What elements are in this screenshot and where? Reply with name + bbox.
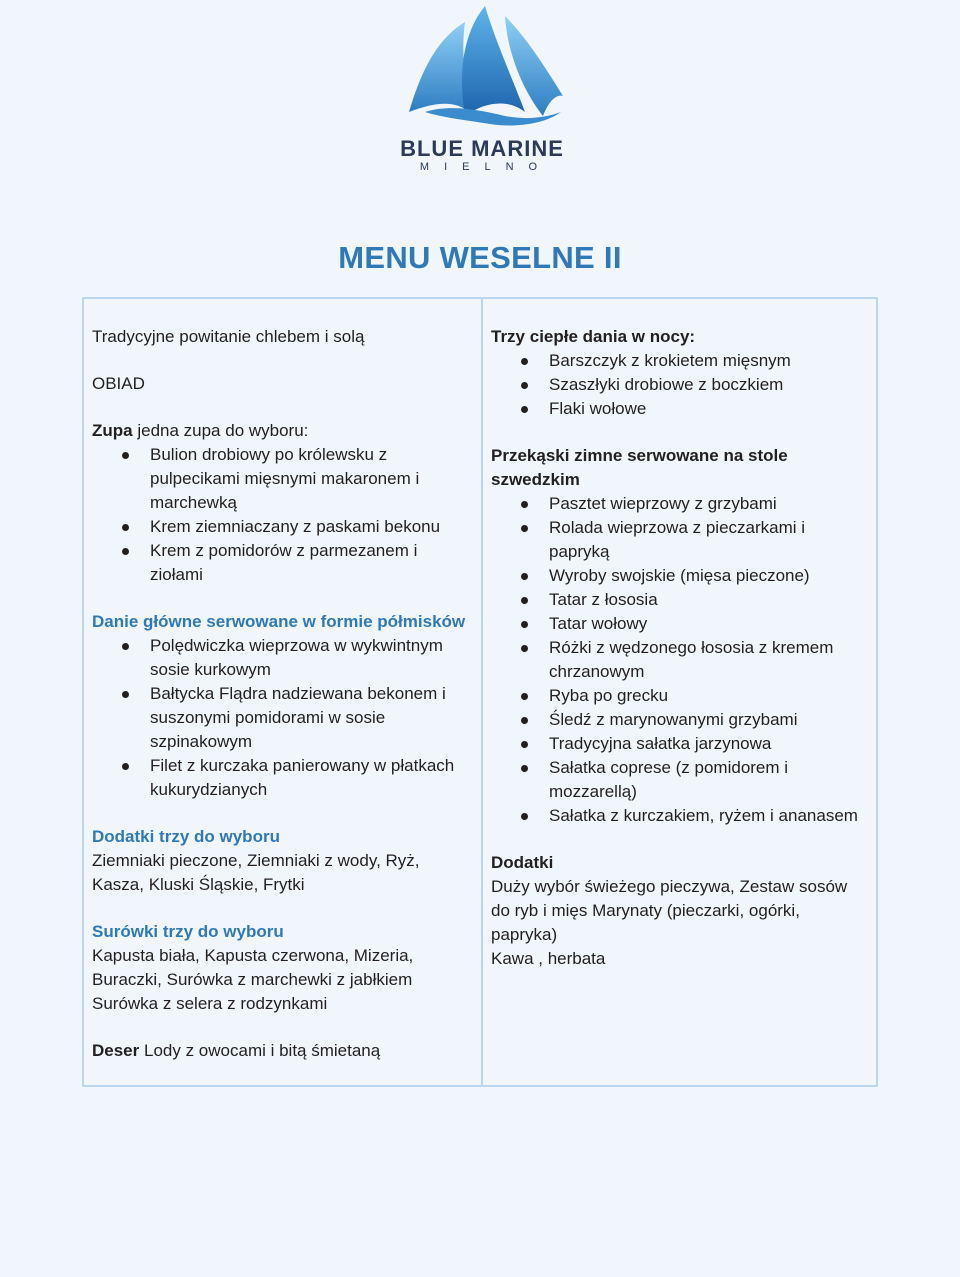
sides-section (92, 825, 473, 897)
extras-line: Duży wybór świeżego pieczywa, Zestaw sosów do ryb i mięs Marynaty (pieczarki, ogórki, papryka) (491, 877, 848, 944)
list-item: Pasztet wieprzowy z grzybami (491, 492, 868, 516)
salads-line: Buraczki, Surówka z marchewki z jabłkiem (92, 970, 413, 989)
list-item: Śledź z marynowanymi grzybami (491, 708, 868, 732)
menu-column-left (84, 299, 483, 1085)
sides-line: Kasza, Kluski Śląskie, Frytki (92, 875, 305, 894)
brand-location: MIELNO (419, 161, 553, 173)
list-item: Sałatka coprese (z pomidorem i mozzarellą) (491, 756, 868, 804)
salads-line: Kapusta biała, Kapusta czerwona, Mizeria, (92, 946, 414, 965)
list-item: Rolada wieprzowa z pieczarkami i papryką (491, 516, 868, 564)
extras-heading: Dodatki (491, 853, 554, 872)
list-item: Polędwiczka wieprzowa w wykwintnym sosie kurkowym (92, 634, 473, 682)
cold-starters-heading: Przekąski zimne serwowane na stole szwedzkim (491, 446, 788, 489)
sides-heading: Dodatki trzy do wyboru (92, 827, 280, 846)
salads-section (92, 920, 473, 1016)
cold-starters-section (491, 444, 868, 828)
list-item: Różki z wędzonego łososia z kremem chrzanowym (491, 636, 868, 684)
dessert-label: Deser (92, 1041, 140, 1060)
list-item: Flaki wołowe (491, 397, 868, 421)
dessert-text: Lody z owocami i bitą śmietaną (139, 1041, 381, 1060)
list-item: Krem ziemniaczany z paskami bekonu (92, 515, 473, 539)
list-item: Tatar wołowy (491, 612, 868, 636)
list-item: Ryba po grecku (491, 684, 868, 708)
page-title: MENU WESELNE II (338, 240, 622, 275)
main-course-section (92, 610, 473, 802)
salads-line: Surówka z selera z rodzynkami (92, 994, 328, 1013)
menu-table (82, 297, 878, 1087)
welcome-line: Tradycyjne powitanie chlebem i solą (92, 327, 365, 346)
soup-heading (92, 419, 473, 443)
menu-column-right (483, 299, 876, 1085)
cold-starters-list (491, 492, 868, 828)
list-item: Wyroby swojskie (mięsa pieczone) (491, 564, 868, 588)
main-course-heading: Danie główne serwowane w formie półmisków (92, 612, 466, 631)
soup-section (92, 419, 473, 587)
list-item: Barszczyk z krokietem mięsnym (491, 349, 868, 373)
soup-list (92, 443, 473, 587)
sides-line: Ziemniaki pieczone, Ziemniaki z wody, Ryż, (92, 851, 420, 870)
dessert-section (92, 1039, 473, 1063)
brand-name: BLUE MARINE (400, 136, 564, 161)
night-dishes-heading: Trzy ciepłe dania w nocy: (491, 327, 696, 346)
soup-label: Zupa (92, 421, 133, 440)
list-item: Tatar z łososia (491, 588, 868, 612)
list-item: Bałtycka Flądra nadziewana bekonem i suszonymi pomidorami w sosie szpinakowym (92, 682, 473, 754)
obiad-label: OBIAD (92, 374, 145, 393)
list-item: Krem z pomidorów z parmezanem i ziołami (92, 539, 473, 587)
extras-line: Kawa , herbata (491, 949, 606, 968)
list-item: Bulion drobiowy po królewsku z pulpecikami mięsnymi makaronem i marchewką (92, 443, 473, 515)
soup-subheading: jedna zupa do wyboru: (132, 421, 309, 440)
night-dishes-section (491, 325, 868, 421)
main-course-list (92, 634, 473, 802)
list-item: Filet z kurczaka panierowany w płatkach kukurydzianych (92, 754, 473, 802)
night-dishes-list (491, 349, 868, 421)
list-item: Tradycyjna sałatka jarzynowa (491, 732, 868, 756)
list-item: Szaszłyki drobiowe z boczkiem (491, 373, 868, 397)
extras-section (491, 851, 868, 971)
list-item: Sałatka z kurczakiem, ryżem i ananasem (491, 804, 868, 828)
salads-heading: Surówki trzy do wyboru (92, 922, 284, 941)
